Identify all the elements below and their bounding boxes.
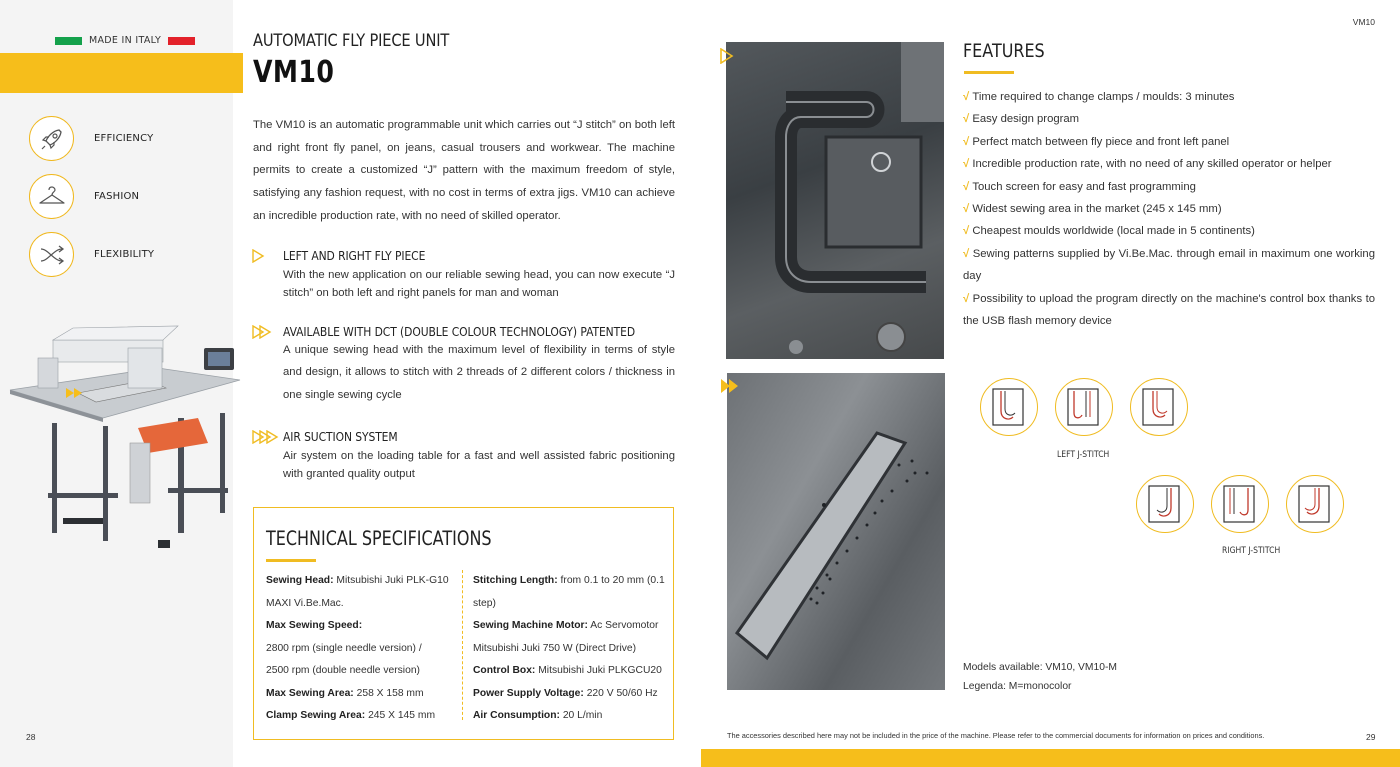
list-item: √ Perfect match between fly piece and front left panel: [963, 131, 1375, 153]
sidebar-yellow-band: [0, 53, 243, 93]
list-item: √ Easy design program: [963, 108, 1375, 130]
left-jstitch-diagram-1: [980, 378, 1038, 436]
left-jstitch-label: LEFT J-STITCH: [1057, 450, 1110, 460]
mould-photo: [727, 373, 945, 690]
spec-air: Air Consumption: 20 L/min: [473, 710, 603, 721]
spec-max-area: Max Sewing Area: 258 X 158 mm: [266, 687, 424, 699]
tech-title: TECHNICAL SPECIFICATIONS: [266, 527, 492, 550]
spec-voltage: Power Supply Voltage: 220 V 50/60 Hz: [473, 687, 658, 699]
feature-left-right-fly: [252, 248, 675, 302]
feature-title: LEFT AND RIGHT FLY PIECE: [283, 248, 426, 263]
italy-flag-red: [168, 37, 195, 45]
intro-paragraph: The VM10 is an automatic programmable unit which carries out “J stitch” on both left and right front fly panel, on jeans, casual trousers and workwear. The machine permits to create a customized “J” pattern with the maximum freedom of style, satisfying any fashion request, with no cost in terms of extra jigs. VM10 can achieve an incredible production rate, with no need of skilled operator.: [253, 119, 675, 222]
list-item: √ Touch screen for easy and fast programming: [963, 176, 1375, 198]
models-info: [963, 658, 1117, 696]
feature-body: With the new application on our reliable sewing head, you can now execute “J stitch” on both left and right panels for man and woman: [283, 269, 675, 299]
sidebar-feature-label: FASHION: [94, 191, 140, 202]
made-in-italy: [55, 35, 195, 46]
feature-title: AIR SUCTION SYSTEM: [283, 429, 398, 444]
spec-control-box: Control Box: Mitsubishi Juki PLKGCU20: [473, 665, 662, 676]
sidebar-feature-label: FLEXIBILITY: [94, 249, 155, 260]
page-number-left: 28: [26, 732, 36, 742]
page-number-right: 29: [1366, 732, 1376, 742]
feature-dct: [252, 324, 675, 406]
feature-air-suction: [252, 429, 675, 483]
hanger-icon: [29, 174, 74, 219]
left-sidebar: [0, 0, 233, 767]
spec-motor: Sewing Machine Motor: Ac Servomotor Mitsubishi Juki 750 W (Direct Drive): [473, 620, 659, 654]
tech-underline: [266, 559, 316, 562]
product-subtitle: AUTOMATIC FLY PIECE UNIT: [253, 31, 450, 51]
right-jstitch-diagram-3: [1286, 475, 1344, 533]
right-jstitch-diagram-2: [1211, 475, 1269, 533]
arrows-icon: [29, 232, 74, 277]
sidebar-feature-efficiency: [29, 116, 153, 161]
features-title: FEATURES: [963, 40, 1045, 62]
tech-divider: [462, 570, 463, 720]
tech-column-left: [266, 570, 451, 728]
technical-specifications: [253, 507, 674, 740]
right-jstitch-diagram-1: [1136, 475, 1194, 533]
features-list: [963, 86, 1375, 332]
features-underline: [964, 71, 1014, 74]
spec-sewing-head: Sewing Head: Mitsubishi Juki PLK-G10 MAXI Vi.Be.Mac.: [266, 575, 449, 609]
made-in-label: MADE IN ITALY: [89, 35, 162, 46]
product-model: VM10: [253, 55, 335, 90]
list-item: √ Widest sewing area in the market (245 x 145 mm): [963, 198, 1375, 220]
spec-max-speed: Max Sewing Speed: 2800 rpm (single needle version) / 2500 rpm (double needle version): [266, 620, 422, 676]
triple-play-icon: [252, 430, 282, 444]
feature-body: Air system on the loading table for a fast and well assisted fabric positioning with granted quality output: [283, 450, 675, 480]
bottom-yellow-band: [701, 749, 1400, 767]
feature-body: A unique sewing head with the maximum level of flexibility in terms of style and design, it allows to stitch with 2 threads of 2 different colors / thickness in one single sewing cycle: [283, 344, 675, 401]
play-icon: [252, 249, 282, 263]
spec-clamp-area: Clamp Sewing Area: 245 X 145 mm: [266, 710, 436, 721]
sidebar-feature-fashion: [29, 174, 139, 219]
clamp-photo: [726, 42, 944, 359]
left-jstitch-diagram-3: [1130, 378, 1188, 436]
list-item: √ Sewing patterns supplied by Vi.Be.Mac. through email in maximum one working day: [963, 243, 1375, 288]
sidebar-feature-flexibility: [29, 232, 154, 277]
sidebar-feature-label: EFFICIENCY: [94, 133, 154, 144]
disclaimer: The accessories described here may not be included in the price of the machine. Please refer to the commercial documents for information on prices and conditions.: [727, 731, 1265, 740]
double-play-icon: [720, 378, 742, 394]
list-item: √ Possibility to upload the program directly on the machine's control box thanks to the USB flash memory device: [963, 288, 1375, 333]
rocket-icon: [29, 116, 74, 161]
tech-column-right: [473, 570, 668, 728]
play-icon: [720, 48, 742, 64]
list-item: √ Time required to change clamps / moulds: 3 minutes: [963, 86, 1375, 108]
machine-image: [8, 318, 244, 563]
feature-title: AVAILABLE WITH DCT (DOUBLE COLOUR TECHNOLOGY) PATENTED: [283, 324, 636, 339]
models-available: Models available: VM10, VM10-M: [963, 662, 1117, 673]
list-item: √ Incredible production rate, with no need of any skilled operator or helper: [963, 153, 1375, 175]
italy-flag-green: [55, 37, 82, 45]
page-tag: VM10: [1352, 17, 1375, 27]
right-jstitch-label: RIGHT J-STITCH: [1222, 546, 1281, 556]
spec-stitch-length: Stitching Length: from 0.1 to 20 mm (0.1 step): [473, 575, 665, 609]
double-play-icon: [252, 325, 282, 339]
list-item: √ Cheapest moulds worldwide (local made in 5 continents): [963, 220, 1375, 242]
models-legend: Legenda: M=monocolor: [963, 681, 1072, 692]
left-jstitch-diagram-2: [1055, 378, 1113, 436]
